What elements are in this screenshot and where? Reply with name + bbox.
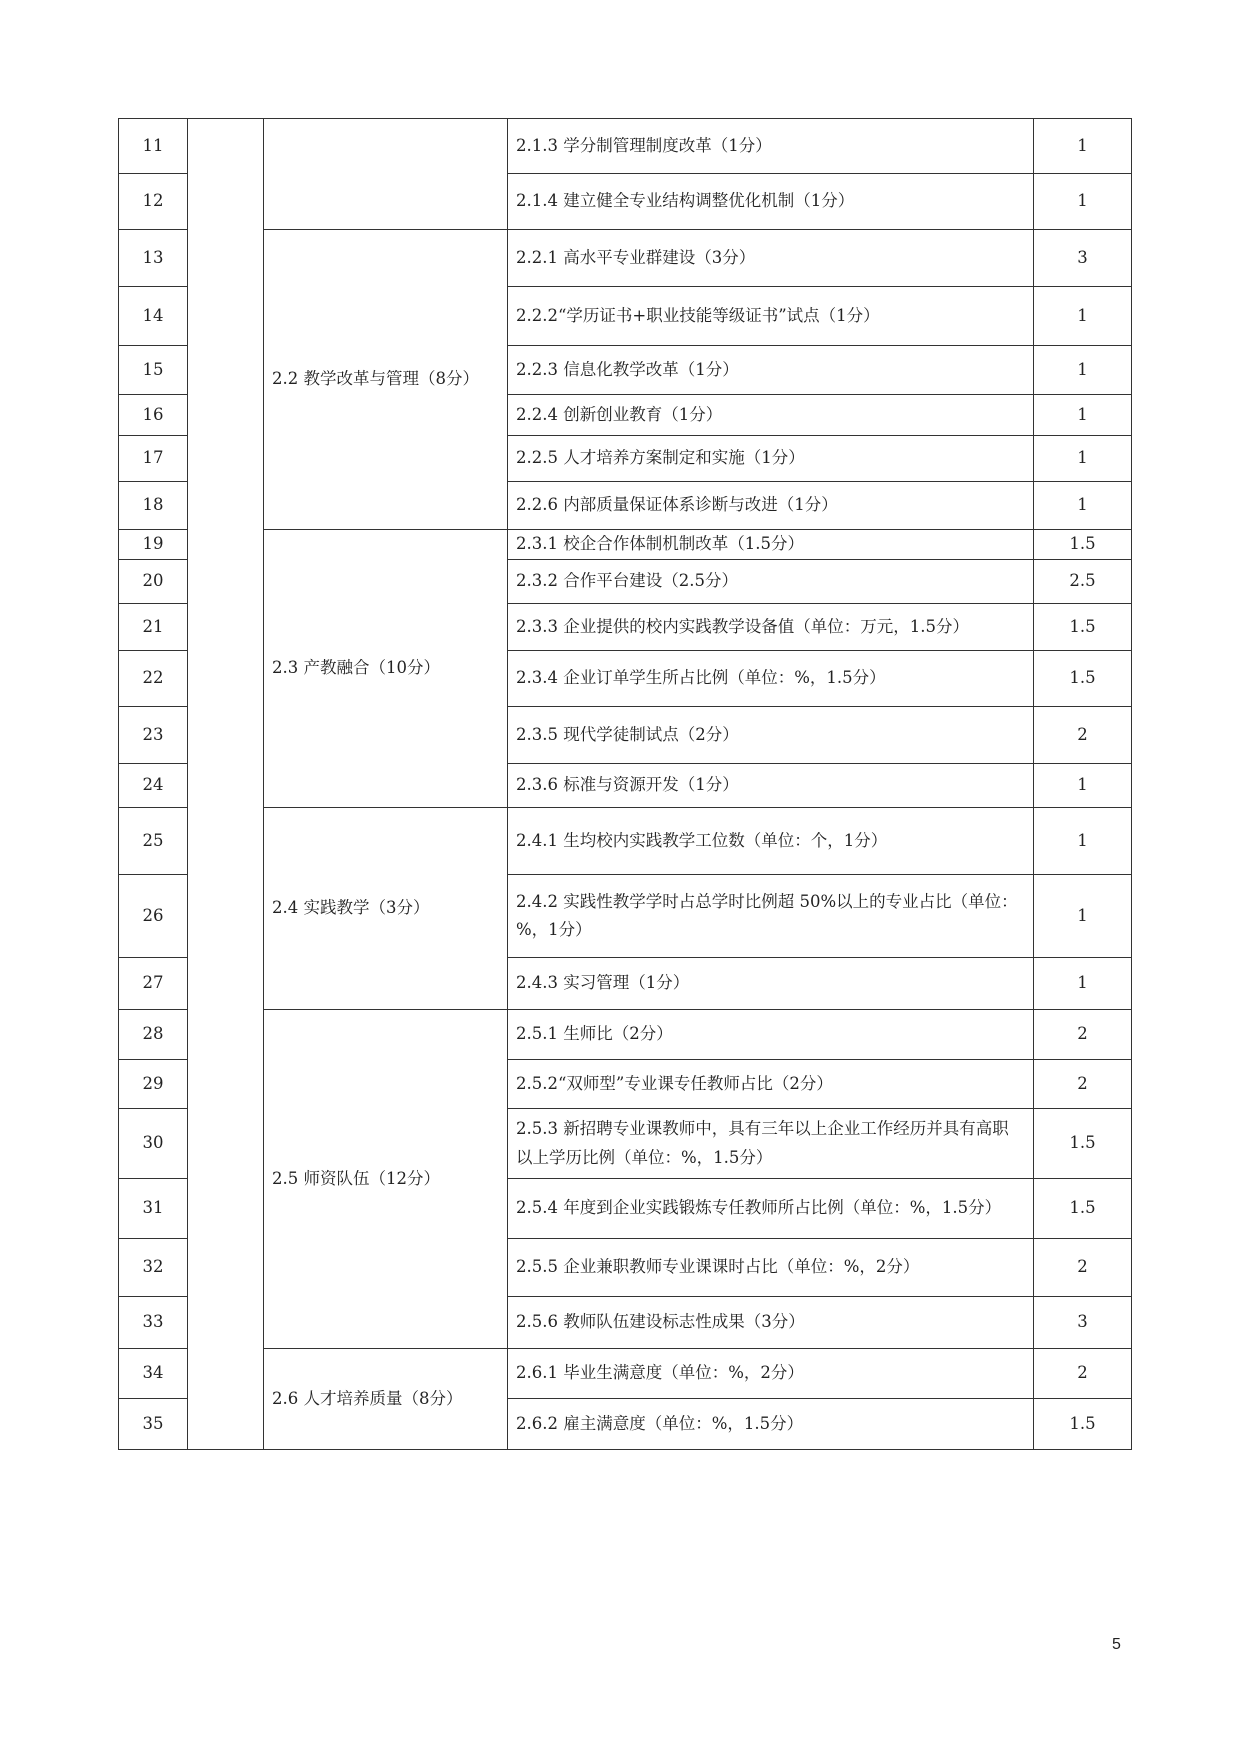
indicator-cell: 2.6.1 毕业生满意度（单位：%，2分）: [508, 1349, 1034, 1399]
row-number: 12: [119, 174, 188, 230]
row-number: 20: [119, 560, 188, 604]
score-cell: 2: [1034, 1349, 1132, 1399]
indicator-cell: 2.1.4 建立健全专业结构调整优化机制（1分）: [508, 174, 1034, 230]
score-cell: 1.5: [1034, 1109, 1132, 1179]
row-number: 29: [119, 1060, 188, 1109]
score-cell: 1: [1034, 174, 1132, 230]
score-cell: 1.5: [1034, 1399, 1132, 1450]
score-cell: 1.5: [1034, 604, 1132, 651]
indicator-cell: 2.5.6 教师队伍建设标志性成果（3分）: [508, 1297, 1034, 1349]
indicator-table-body: [119, 119, 1132, 1450]
score-cell: 1: [1034, 119, 1132, 174]
score-cell: 1.5: [1034, 530, 1132, 560]
category-cell: [188, 119, 264, 1450]
row-number: 14: [119, 287, 188, 346]
row-number: 34: [119, 1349, 188, 1399]
row-number: 25: [119, 808, 188, 875]
indicator-cell: 2.5.4 年度到企业实践锻炼专任教师所占比例（单位：%，1.5分）: [508, 1179, 1034, 1239]
subcategory-cell: 2.4 实践教学（3分）: [264, 808, 508, 1010]
indicator-cell: 2.4.2 实践性教学学时占总学时比例超 50%以上的专业占比（单位：%，1分）: [508, 875, 1034, 958]
score-cell: 1.5: [1034, 651, 1132, 707]
indicator-cell: 2.2.2“学历证书+职业技能等级证书”试点（1分）: [508, 287, 1034, 346]
score-cell: 2: [1034, 1239, 1132, 1297]
row-number: 35: [119, 1399, 188, 1450]
indicator-cell: 2.3.5 现代学徒制试点（2分）: [508, 707, 1034, 764]
score-cell: 2.5: [1034, 560, 1132, 604]
row-number: 19: [119, 530, 188, 560]
table-row: [119, 230, 1132, 287]
score-cell: 2: [1034, 1060, 1132, 1109]
row-number: 21: [119, 604, 188, 651]
row-number: 16: [119, 395, 188, 436]
score-cell: 2: [1034, 707, 1132, 764]
score-cell: 2: [1034, 1010, 1132, 1060]
indicator-cell: 2.2.1 高水平专业群建设（3分）: [508, 230, 1034, 287]
table-row: [119, 808, 1132, 875]
score-cell: 1: [1034, 346, 1132, 395]
indicator-cell: 2.5.1 生师比（2分）: [508, 1010, 1034, 1060]
subcategory-cell: 2.2 教学改革与管理（8分）: [264, 230, 508, 530]
indicator-cell: 2.3.3 企业提供的校内实践教学设备值（单位：万元，1.5分）: [508, 604, 1034, 651]
score-cell: 1: [1034, 808, 1132, 875]
indicator-cell: 2.3.4 企业订单学生所占比例（单位：%，1.5分）: [508, 651, 1034, 707]
row-number: 17: [119, 436, 188, 482]
page-number: 5: [1112, 1636, 1121, 1653]
row-number: 15: [119, 346, 188, 395]
row-number: 27: [119, 958, 188, 1010]
row-number: 28: [119, 1010, 188, 1060]
indicator-cell: 2.6.2 雇主满意度（单位：%，1.5分）: [508, 1399, 1034, 1450]
row-number: 24: [119, 764, 188, 808]
row-number: 22: [119, 651, 188, 707]
table-row: [119, 1010, 1132, 1060]
indicator-cell: 2.3.1 校企合作体制机制改革（1.5分）: [508, 530, 1034, 560]
indicator-cell: 2.2.6 内部质量保证体系诊断与改进（1分）: [508, 482, 1034, 530]
score-cell: 1: [1034, 482, 1132, 530]
indicator-cell: 2.2.4 创新创业教育（1分）: [508, 395, 1034, 436]
row-number: 18: [119, 482, 188, 530]
subcategory-cell: 2.6 人才培养质量（8分）: [264, 1349, 508, 1450]
score-cell: 1: [1034, 395, 1132, 436]
indicator-cell: 2.5.2“双师型”专业课专任教师占比（2分）: [508, 1060, 1034, 1109]
indicator-cell: 2.3.2 合作平台建设（2.5分）: [508, 560, 1034, 604]
row-number: 23: [119, 707, 188, 764]
row-number: 33: [119, 1297, 188, 1349]
indicator-cell: 2.5.5 企业兼职教师专业课课时占比（单位：%，2分）: [508, 1239, 1034, 1297]
score-cell: 3: [1034, 1297, 1132, 1349]
table-row: [119, 119, 1132, 174]
row-number: 11: [119, 119, 188, 174]
indicator-cell: 2.1.3 学分制管理制度改革（1分）: [508, 119, 1034, 174]
table-row: [119, 530, 1132, 560]
table-row: [119, 1349, 1132, 1399]
score-cell: 1: [1034, 764, 1132, 808]
row-number: 13: [119, 230, 188, 287]
score-cell: 1: [1034, 958, 1132, 1010]
indicator-table: [118, 118, 1132, 1450]
indicator-cell: 2.4.3 实习管理（1分）: [508, 958, 1034, 1010]
row-number: 30: [119, 1109, 188, 1179]
row-number: 31: [119, 1179, 188, 1239]
indicator-cell: 2.5.3 新招聘专业课教师中，具有三年以上企业工作经历并具有高职以上学历比例（单位：%，1.5分）: [508, 1109, 1034, 1179]
score-cell: 3: [1034, 230, 1132, 287]
row-number: 26: [119, 875, 188, 958]
subcategory-cell: 2.3 产教融合（10分）: [264, 530, 508, 808]
subcategory-cell: 2.5 师资队伍（12分）: [264, 1010, 508, 1349]
indicator-cell: 2.3.6 标准与资源开发（1分）: [508, 764, 1034, 808]
row-number: 32: [119, 1239, 188, 1297]
score-cell: 1: [1034, 436, 1132, 482]
indicator-cell: 2.4.1 生均校内实践教学工位数（单位：个，1分）: [508, 808, 1034, 875]
score-cell: 1: [1034, 875, 1132, 958]
indicator-cell: 2.2.5 人才培养方案制定和实施（1分）: [508, 436, 1034, 482]
indicator-cell: 2.2.3 信息化教学改革（1分）: [508, 346, 1034, 395]
score-cell: 1.5: [1034, 1179, 1132, 1239]
score-cell: 1: [1034, 287, 1132, 346]
subcategory-cell: [264, 119, 508, 230]
